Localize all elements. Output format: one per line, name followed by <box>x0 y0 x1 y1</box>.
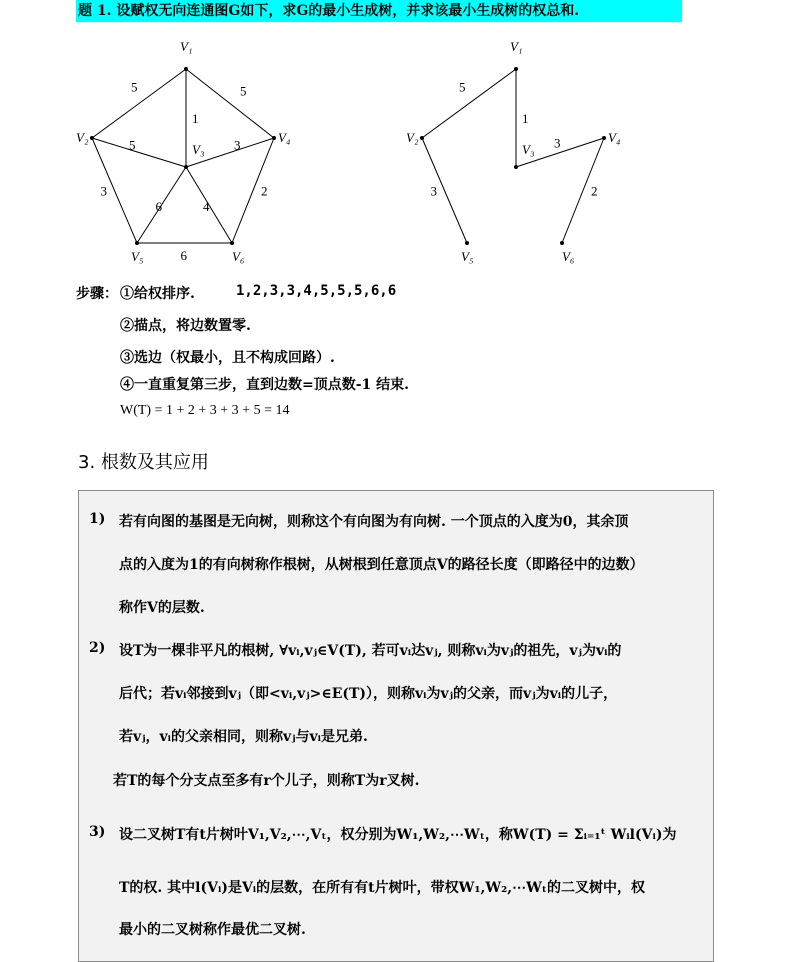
graph-figures <box>0 0 793 280</box>
graph-edge-weight: 2 <box>261 183 268 199</box>
para-1-line-2: 点的入度为1的有向树称作根树，从树根到任意顶点V的路径长度（即路径中的边数） <box>119 557 644 573</box>
graph-edge <box>92 69 186 138</box>
graph-edge-weight: 3 <box>234 137 241 153</box>
graph-edge <box>92 138 186 167</box>
graph-vertex-label: V₂ <box>76 130 89 145</box>
graph-vertex-label: V₃ <box>192 142 205 157</box>
tree-vertex-label: V₃ <box>522 142 535 157</box>
graph-edge-weight: 5 <box>240 83 247 99</box>
para-1-line-3: 称作V的层数. <box>119 600 205 616</box>
item-number-3: 3) <box>89 824 106 840</box>
graph-edge-weight: 1 <box>192 111 199 126</box>
para-1-line-1: 若有向图的基图是无向树，则称这个有向图为有向树. 一个顶点的入度为0，其余顶 <box>119 514 629 530</box>
weight-formula: W(T) = 1 + 2 + 3 + 3 + 5 = 14 <box>120 403 290 418</box>
graph-vertex-label: V₅ <box>131 249 144 264</box>
tree-edge-weight: 1 <box>522 111 529 126</box>
tree-vertex-label: V₆ <box>562 249 575 264</box>
graph-vertex <box>272 136 276 140</box>
tree-edge-weight: 3 <box>430 183 437 199</box>
tree-vertex-label: V₄ <box>608 130 621 145</box>
step-2: ②描点，将边数置零. <box>120 318 251 334</box>
para-3-line-3: 最小的二叉树称作最优二叉树. <box>119 922 306 938</box>
graph-vertex-label: V₁ <box>180 39 193 54</box>
tree-edge <box>562 138 604 243</box>
para-3-line-2: T的权. 其中l(Vᵢ)是Vᵢ的层数，在所有有t片树叶，带权W₁,W₂,⋯Wₜ的二叉树中，权 <box>119 880 645 896</box>
graph-vertex-label: V₆ <box>232 249 245 264</box>
tree-vertex <box>514 165 518 169</box>
section-title: 3. 根数及其应用 <box>78 452 209 473</box>
graph-vertex <box>230 241 234 245</box>
step-1: ①给权排序. <box>120 286 195 302</box>
tree-edge-weight: 2 <box>591 183 598 199</box>
tree-edge-weight: 3 <box>554 135 561 151</box>
definition-box <box>78 490 714 962</box>
item-number-1: 1) <box>89 511 106 527</box>
tree-edge-weight: 5 <box>459 79 466 95</box>
graph-edge <box>186 69 274 138</box>
step-4: ④一直重复第三步，直到边数=顶点数-1 结束. <box>120 377 410 393</box>
tree-vertex-label: V₁ <box>510 39 523 54</box>
tree-vertex <box>560 241 564 245</box>
tree-vertex <box>602 136 606 140</box>
para-3-line-1: 设二叉树T有t片树叶V₁,V₂,⋯,Vₜ，权分别为W₁,W₂,⋯Wₜ，称W(T) = Σᵢ₌₁ᵗ Wᵢl(Vᵢ)为 <box>119 827 677 843</box>
graph-edge-weight: 6 <box>155 199 162 214</box>
tree-vertex <box>420 136 424 140</box>
graph-edge <box>232 138 274 243</box>
tree-vertex <box>514 67 518 71</box>
tree-edge <box>422 69 516 138</box>
steps-label: 步骤： <box>76 286 118 302</box>
para-2-line-2: 后代；若vᵢ邻接到vⱼ（即<vᵢ,vⱼ>∈E(T)），则称vᵢ为vⱼ的父亲，而vⱼ为vᵢ的儿子， <box>119 686 618 702</box>
graph-vertex-label: V₄ <box>278 130 291 145</box>
problem-title: 题 1. 设赋权无向连通图G如下，求G的最小生成树，并求该最小生成树的权总和. <box>76 0 682 22</box>
para-2-rary: 若T的每个分支点至多有r个儿子，则称T为r叉树. <box>113 773 420 789</box>
graph-vertex <box>135 241 139 245</box>
graph-edge-weight: 6 <box>180 248 187 263</box>
graph-vertex <box>90 136 94 140</box>
graph-vertex <box>184 67 188 71</box>
step-1-values: 1,2,3,3,4,5,5,5,6,6 <box>236 283 397 299</box>
tree-edge <box>422 138 467 243</box>
graph-edge-weight: 3 <box>100 183 107 199</box>
step-3: ③选边（权最小，且不构成回路）. <box>120 350 335 366</box>
para-2-line-3: 若vⱼ，vᵢ的父亲相同，则称vⱼ与vᵢ是兄弟. <box>119 729 368 745</box>
item-number-2: 2) <box>89 640 106 656</box>
graph-vertex <box>184 165 188 169</box>
graph-edge <box>92 138 137 243</box>
tree-vertex <box>465 241 469 245</box>
para-2-line-1: 设T为一棵非平凡的根树, ∀vᵢ,vⱼ∈V(T), 若可vᵢ达vⱼ, 则称vᵢ为vⱼ的祖先，vⱼ为vᵢ的 <box>119 643 622 659</box>
graph-edge-weight: 4 <box>203 199 210 214</box>
tree-vertex-label: V₅ <box>461 249 474 264</box>
graph-edge-weight: 5 <box>129 137 136 153</box>
graph-edge-weight: 5 <box>131 79 138 95</box>
tree-vertex-label: V₂ <box>406 130 419 145</box>
